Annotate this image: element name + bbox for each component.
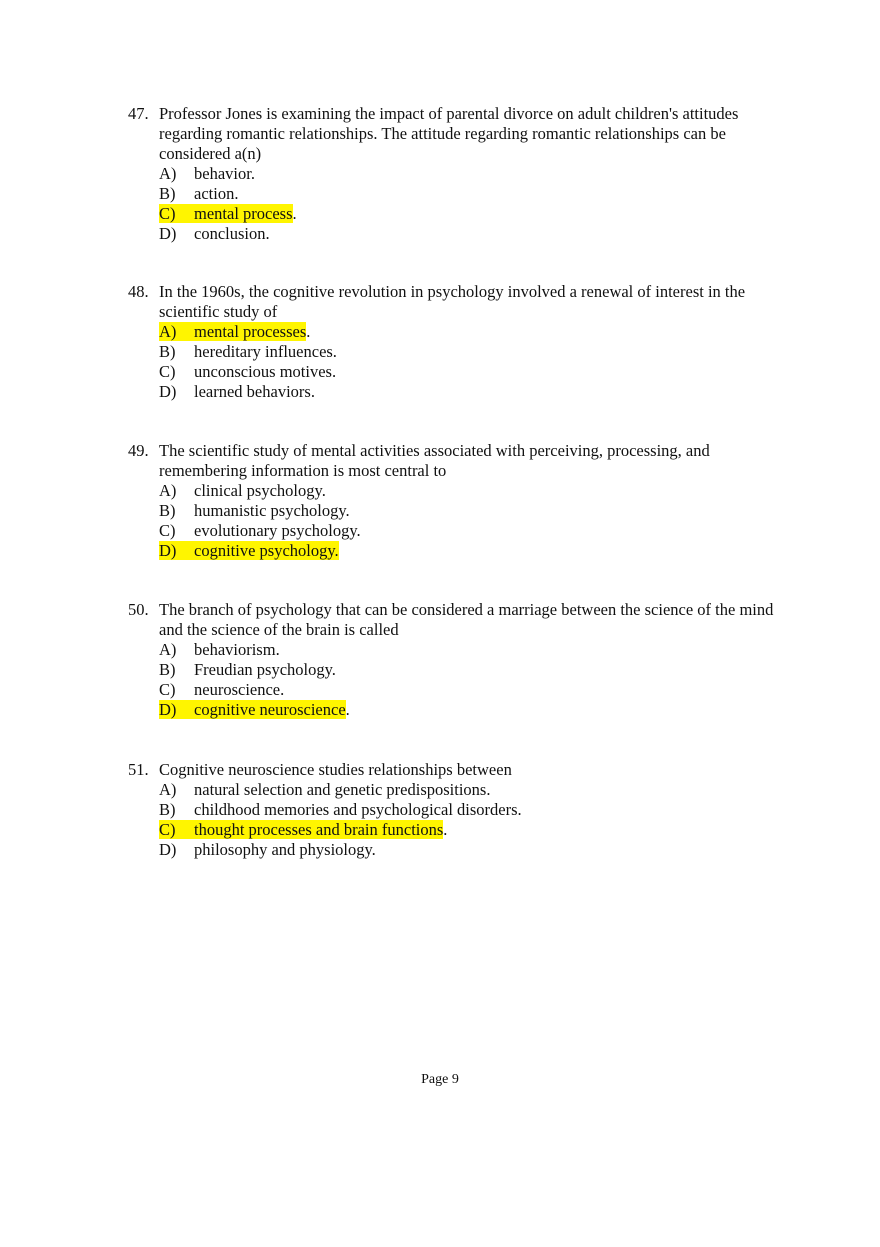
option-letter: A) [159, 780, 177, 799]
option-text: behavior. [194, 164, 255, 183]
option-a [159, 640, 788, 660]
option-letter: C) [159, 521, 176, 540]
option-b [159, 660, 788, 680]
option-suffix: . [345, 700, 350, 719]
answer-options [159, 164, 788, 244]
option-letter: A) [159, 640, 177, 659]
option-text: mental processes [194, 322, 307, 341]
option-highlight-span [159, 224, 270, 243]
option-text: mental process [194, 204, 293, 223]
option-highlight-span [159, 342, 337, 361]
option-letter: D) [159, 840, 177, 859]
option-text: neuroscience. [194, 680, 285, 699]
option-highlight-span [159, 184, 238, 203]
option-highlight-span [159, 382, 315, 401]
option-highlight-span [159, 362, 336, 381]
option-text: childhood memories and psychological disorders. [194, 800, 522, 819]
option-c-correct [159, 204, 788, 224]
correct-answer-highlight [159, 322, 306, 341]
option-letter: D) [159, 224, 177, 243]
option-a [159, 780, 788, 800]
option-suffix: . [292, 204, 297, 223]
option-highlight-span [159, 164, 255, 183]
option-c [159, 362, 788, 382]
option-highlight-span [159, 800, 522, 819]
option-text: natural selection and genetic predispositions. [194, 780, 491, 799]
option-text: Freudian psychology. [194, 660, 336, 679]
option-letter: A) [159, 164, 177, 183]
option-letter: C) [159, 680, 176, 699]
option-text: conclusion. [194, 224, 270, 243]
correct-answer-highlight [159, 204, 293, 223]
option-b [159, 800, 788, 820]
option-highlight-span [159, 521, 361, 540]
question-number: 49. [128, 441, 149, 460]
option-letter: B) [159, 800, 176, 819]
question-51 [128, 760, 788, 860]
question-text: The scientific study of mental activities associated with perceiving, processing, and remembering information is most central to [159, 441, 710, 480]
question-number: 47. [128, 104, 149, 123]
option-text: cognitive neuroscience [194, 700, 346, 719]
option-highlight-span [159, 501, 350, 520]
option-text: unconscious motives. [194, 362, 337, 381]
question-47 [128, 104, 788, 244]
option-d-correct [159, 541, 788, 561]
question-text: Cognitive neuroscience studies relationships between [159, 760, 512, 779]
option-text: learned behaviors. [194, 382, 315, 401]
option-text: philosophy and physiology. [194, 840, 376, 859]
option-text: behaviorism. [194, 640, 280, 659]
option-d [159, 224, 788, 244]
question-number: 48. [128, 282, 149, 301]
option-text: cognitive psychology. [194, 541, 339, 560]
question-50 [128, 600, 788, 720]
option-letter: B) [159, 184, 176, 203]
option-text: thought processes and brain functions [194, 820, 444, 839]
option-suffix: . [306, 322, 311, 341]
option-highlight-span [159, 680, 284, 699]
option-a [159, 164, 788, 184]
question-text: In the 1960s, the cognitive revolution in psychology involved a renewal of interest in the scientific study of [159, 282, 746, 321]
option-text: humanistic psychology. [194, 501, 350, 520]
option-letter: C) [159, 204, 176, 223]
answer-options [159, 780, 788, 860]
option-highlight-span [159, 840, 376, 859]
option-d-correct [159, 700, 788, 720]
option-letter: C) [159, 362, 176, 381]
option-suffix: . [443, 820, 448, 839]
option-highlight-span [159, 660, 336, 679]
option-letter: A) [159, 481, 177, 500]
option-letter: D) [159, 541, 177, 560]
answer-options [159, 481, 788, 561]
question-text: Professor Jones is examining the impact of parental divorce on adult children's attitudes regarding romantic relationships. The attitude regarding romantic relationships can be considered a(n) [159, 104, 739, 163]
option-text: hereditary influences. [194, 342, 337, 361]
option-letter: D) [159, 700, 177, 719]
question-number: 50. [128, 600, 149, 619]
option-letter: B) [159, 660, 176, 679]
option-text: action. [194, 184, 239, 203]
option-letter: B) [159, 501, 176, 520]
option-d [159, 840, 788, 860]
question-text: The branch of psychology that can be considered a marriage between the science of the mind and the science of the brain is called [159, 600, 774, 639]
correct-answer-highlight [159, 700, 346, 719]
page-number: Page 9 [421, 1072, 459, 1087]
question-49 [128, 441, 788, 561]
answer-options [159, 322, 788, 402]
option-a-correct [159, 322, 788, 342]
option-highlight-span [159, 481, 326, 500]
option-text: evolutionary psychology. [194, 521, 361, 540]
question-48 [128, 282, 788, 402]
option-c-correct [159, 820, 788, 840]
option-c [159, 521, 788, 541]
option-highlight-span [159, 780, 490, 799]
option-a [159, 481, 788, 501]
option-c [159, 680, 788, 700]
option-letter: C) [159, 820, 176, 839]
question-number: 51. [128, 760, 149, 779]
option-letter: A) [159, 322, 177, 341]
option-b [159, 501, 788, 521]
option-b [159, 184, 788, 204]
option-letter: B) [159, 342, 176, 361]
correct-answer-highlight [159, 820, 443, 839]
option-d [159, 382, 788, 402]
answer-options [159, 640, 788, 720]
option-letter: D) [159, 382, 177, 401]
option-b [159, 342, 788, 362]
option-highlight-span [159, 640, 280, 659]
option-text: clinical psychology. [194, 481, 326, 500]
correct-answer-highlight [159, 541, 339, 560]
